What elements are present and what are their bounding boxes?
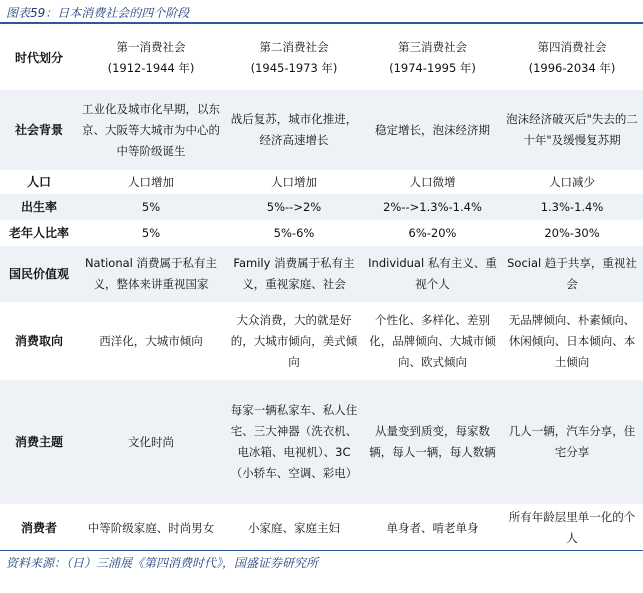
table-cell: 文化时尚 (78, 380, 224, 504)
table-cell: 5% (78, 194, 224, 220)
consumer-society-table (0, 26, 643, 552)
table-cell: 6%-20% (364, 220, 501, 246)
column-header (224, 26, 364, 90)
figure-caption: 图表59：日本消费社会的四个阶段 (6, 6, 190, 20)
table-cell: 西洋化，大城市倾向 (78, 302, 224, 380)
table-cell: 5%-->2% (224, 194, 364, 220)
table-cell: 中等阶级家庭、时尚男女 (78, 504, 224, 552)
table-cell: 无品牌倾向、朴素倾向、休闲倾向、日本倾向、本土倾向 (501, 302, 643, 380)
column-header (78, 26, 224, 90)
table-cell: 从量变到质变，每家数辆，每人一辆，每人数辆 (364, 380, 501, 504)
table-row (0, 194, 643, 220)
table-cell: 每家一辆私家车、私人住宅、三大神器（洗衣机、电冰箱、电视机）、3C（小轿车、空调、彩电） (224, 380, 364, 504)
row-label: 人口 (0, 170, 78, 194)
table-row (0, 380, 643, 504)
column-name: 第三消费社会 (398, 40, 467, 54)
table-row (0, 170, 643, 194)
column-period: (1974-1995 年) (389, 61, 476, 75)
table-cell: 工业化及城市化早期，以东京、大阪等大城市为中心的中等阶级诞生 (78, 90, 224, 170)
table-cell: 2%-->1.3%-1.4% (364, 194, 501, 220)
table-cell: 20%-30% (501, 220, 643, 246)
table-row (0, 504, 643, 552)
table-cell: 大众消费，大的就是好的，大城市倾向，美式倾向 (224, 302, 364, 380)
table-row (0, 220, 643, 246)
row-label: 社会背景 (0, 90, 78, 170)
row-label: 消费主题 (0, 380, 78, 504)
column-period: (1996-2034 年) (528, 61, 616, 75)
row-label: 消费者 (0, 504, 78, 552)
table-cell: Family 消费属于私有主义，重视家庭、社会 (224, 246, 364, 302)
row-label: 出生率 (0, 194, 78, 220)
table-cell: 泡沫经济破灭后"失去的二十年"及缓慢复苏期 (501, 90, 643, 170)
table-cell: 个性化、多样化、差别化，品牌倾向、大城市倾向、欧式倾向 (364, 302, 501, 380)
table-cell: 人口微增 (364, 170, 501, 194)
table-cell: 5%-6% (224, 220, 364, 246)
table-cell: 1.3%-1.4% (501, 194, 643, 220)
row-label: 老年人比率 (0, 220, 78, 246)
row-label: 国民价值观 (0, 246, 78, 302)
top-rule (0, 22, 643, 24)
table-cell: Individual 私有主义、重视个人 (364, 246, 501, 302)
column-period: (1912-1944 年) (107, 61, 195, 75)
table-cell: 人口增加 (224, 170, 364, 194)
table-row (0, 90, 643, 170)
table-cell: National 消费属于私有主义，整体来讲重视国家 (78, 246, 224, 302)
table-cell: 人口增加 (78, 170, 224, 194)
column-header (501, 26, 643, 90)
bottom-rule (0, 550, 643, 551)
table-cell: Social 趋于共享，重视社会 (501, 246, 643, 302)
table-cell: 几人一辆，汽车分享，住宅分享 (501, 380, 643, 504)
column-header (364, 26, 501, 90)
table-row (0, 246, 643, 302)
row-header-label: 时代划分 (0, 26, 78, 90)
source-note: 资料来源：（日）三浦展《第四消费时代》，国盛证券研究所 (6, 556, 319, 570)
table-row (0, 302, 643, 380)
column-name: 第四消费社会 (537, 40, 607, 54)
table-cell: 所有年龄层里单一化的个人 (501, 504, 643, 552)
column-period: (1945-1973 年) (250, 61, 338, 75)
table-cell: 人口减少 (501, 170, 643, 194)
column-name: 第一消费社会 (116, 40, 186, 54)
table-cell: 稳定增长，泡沫经济期 (364, 90, 501, 170)
column-name: 第二消费社会 (259, 40, 329, 54)
table-cell: 战后复苏，城市化推进，经济高速增长 (224, 90, 364, 170)
table-header-row (0, 26, 643, 90)
table-cell: 小家庭、家庭主妇 (224, 504, 364, 552)
table-cell: 单身者、啃老单身 (364, 504, 501, 552)
row-label: 消费取向 (0, 302, 78, 380)
table-cell: 5% (78, 220, 224, 246)
